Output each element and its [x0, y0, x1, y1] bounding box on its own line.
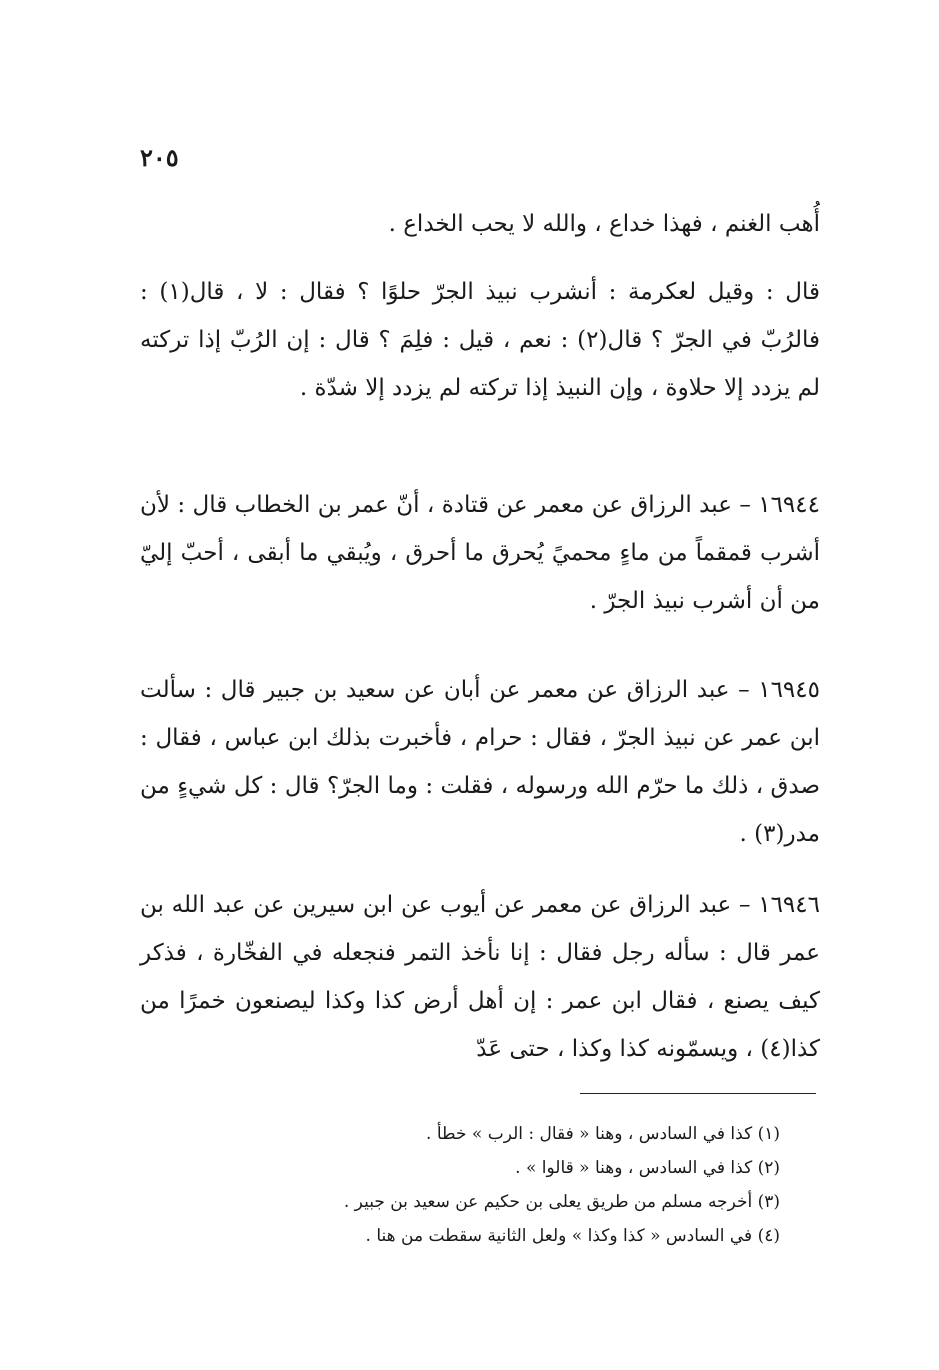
hadith-16944: ١٦٩٤٤ – عبد الرزاق عن معمر عن قتادة ، أنّ عمر بن الخطاب قال : لأن أشرب قمقماً من ماءٍ محميً يُحرق ما أحرق ، ويُبقي ما أبقى ، أحبّ إليّ من أن أشرب نبيذ الجرّ .	[140, 492, 820, 614]
footnote-divider	[580, 1093, 816, 1094]
paragraph-ikrima: قال : وقيل لعكرمة : أنشرب نبيذ الجرّ حلوًا ؟ فقال : لا ، قال(١) : فالرُبّ في الجرّ ؟ قال(٢) : نعم ، قيل : فلِمَ ؟ قال : إن الرُبّ إذا تركته لم يزدد إلا حلاوة ، وإن النبيذ إذا تركته لم يزدد إلا شدّة .	[140, 279, 820, 401]
hadith-16945: ١٦٩٤٥ – عبد الرزاق عن معمر عن أبان عن سعيد بن جبير قال : سألت ابن عمر عن نبيذ الجرّ ، فقال : حرام ، فأخبرت بذلك ابن عباس ، فقال : صدق ، ذلك ما حرّم الله ورسوله ، فقلت : وما الجرّ؟ قال : كل شيءٍ من مدر(٣) .	[140, 677, 820, 847]
footnote-4: (٤) في السادس « كذا وكذا » ولعل الثانية سقطت من هنا .	[365, 1226, 780, 1246]
page-number: ٢٠٥	[140, 143, 179, 172]
footnotes	[250, 1117, 780, 1253]
hadith-16946: ١٦٩٤٦ – عبد الرزاق عن معمر عن أيوب عن ابن سيرين عن عبد الله بن عمر قال : سأله رجل فقال : إنا نأخذ التمر فنجعله في الفخّارة ، فذكر كيف يصنع ، فقال ابن عمر : إن أهل أرض كذا وكذا ليصنعون خمرًا من كذا(٤) ، ويسمّونه كذا وكذا ، حتى عَدّ	[140, 892, 820, 1062]
footnote-3: (٣) أخرجه مسلم من طريق يعلى بن حكيم عن سعيد بن جبير .	[343, 1192, 780, 1212]
footnote-2: (٢) كذا في السادس ، وهنا « قالوا » .	[515, 1158, 780, 1178]
footnote-1: (١) كذا في السادس ، وهنا « فقال : الرب » خطأ .	[426, 1124, 780, 1144]
paragraph-continuation: أُهب الغنم ، فهذا خداع ، والله لا يحب الخداع .	[388, 211, 820, 237]
